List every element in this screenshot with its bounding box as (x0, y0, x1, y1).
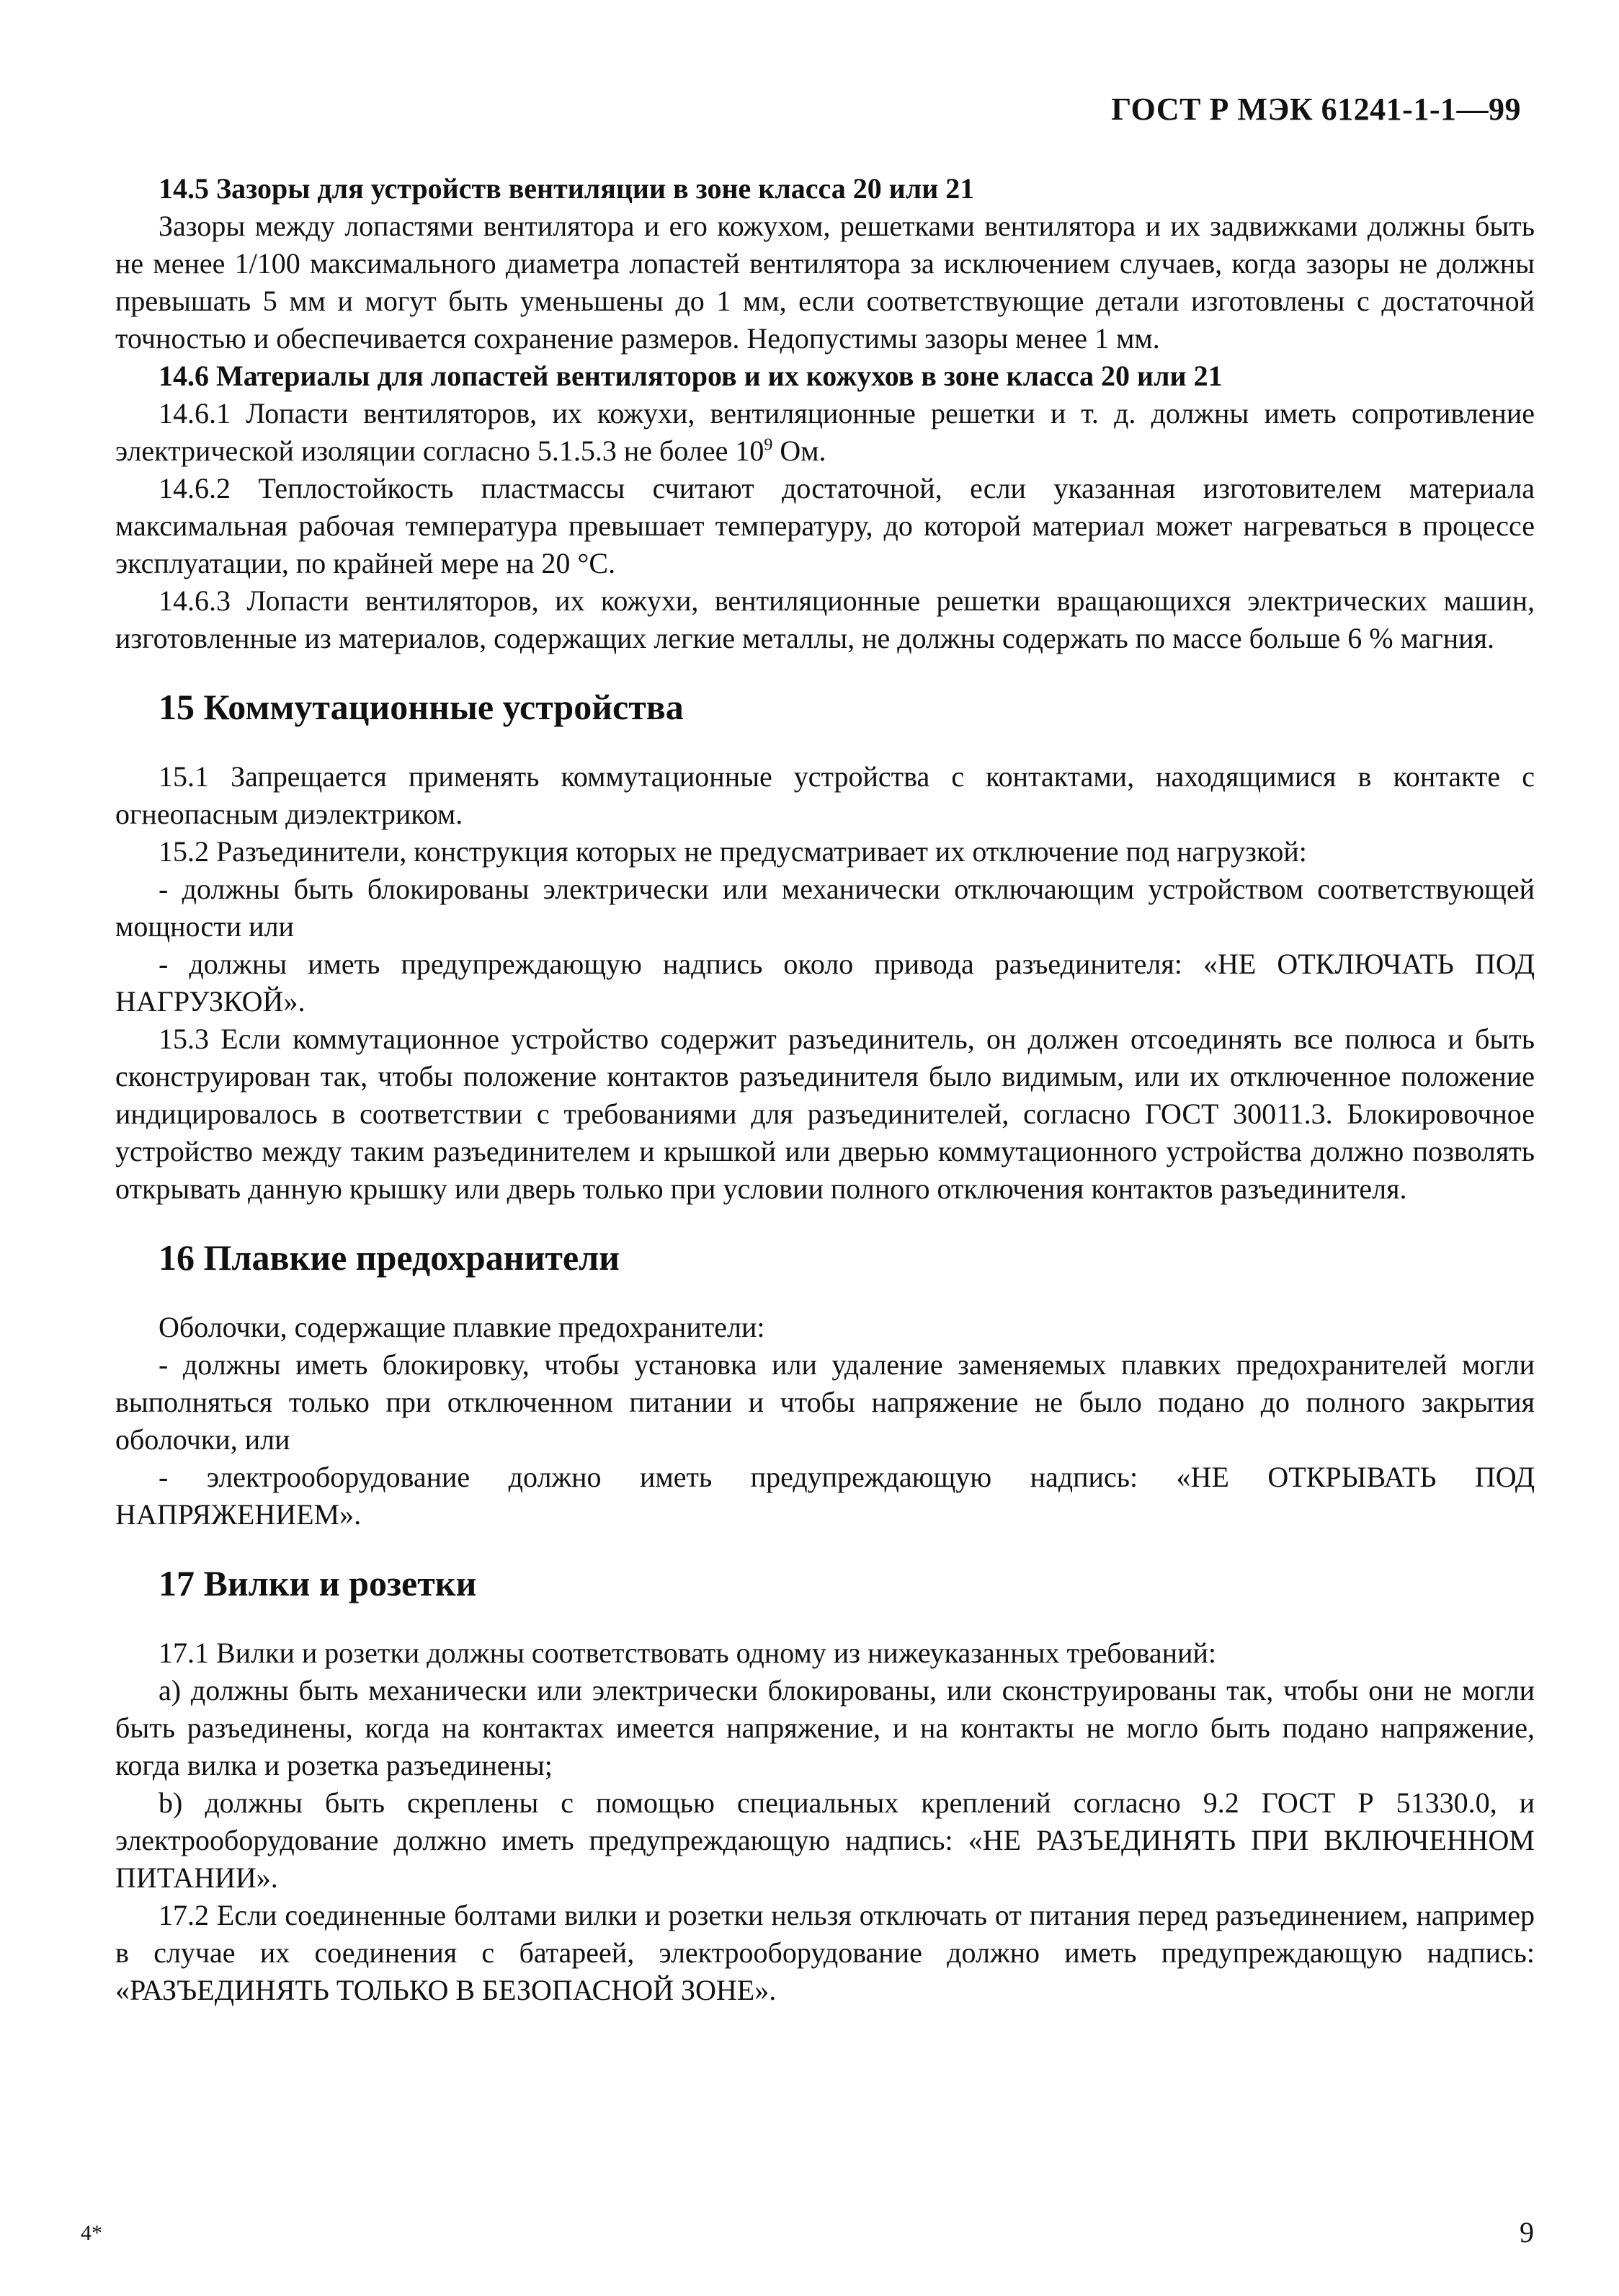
section-16-item-2: - электрооборудование должно иметь предупреждающую надпись: «НЕ ОТКРЫВАТЬ ПОД НАПРЯЖЕНИЕМ». (115, 1461, 1535, 1531)
clause-14-6-1-text: 14.6.1 Лопасти вентиляторов, их кожухи, вентиляционные решетки и т. д. должны иметь сопротивление электрической изоляции согласно 5.1.5.3 не более 10 (115, 397, 1535, 467)
clause-15-2-item-1: - должны быть блокированы электрически или механически отключающим устройством соответствующей мощности или (115, 873, 1535, 943)
clause-17-1-item-a: а) должны быть механически или электрически блокированы, или сконструированы так, чтобы они не могли быть разъединены, когда на контактах имеется напряжение, и на контакты не могло быть подано напряжение, когда вилка и розетка разъединены; (115, 1674, 1535, 1781)
clause-14-6-2: 14.6.2 Теплостойкость пластмассы считают достаточной, если указанная изготовителем материала максимальная рабочая температура превышает температуру, до которой материал может нагреваться в процессе эксплуатации, по крайней мере на 20 °С. (115, 472, 1535, 579)
document-standard-id: ГОСТ Р МЭК 61241-1-1—99 (1111, 92, 1521, 127)
section-14-6-heading: 14.6 Материалы для лопастей вентиляторов и их кожухов в зоне класса 20 или 21 (159, 360, 1223, 392)
section-15-title: 15 Коммутационные устройства (159, 687, 684, 727)
clause-15-3: 15.3 Если коммутационное устройство содержит разъединитель, он должен отсоединять все полюса и быть сконструирован так, чтобы положение контактов разъединителя было видимым, или их отключенное положение индицировалось в соответствии с требованиями для разъединителей, согласно ГОСТ 30011.3. Блокировочное устройство между таким разъединителем и крышкой или дверью коммутационного устройства должно позволять открывать данную крышку или дверь только при условии полного отключения контактов разъединителя. (115, 1023, 1535, 1205)
sheet-mark: 4* (81, 2221, 102, 2245)
clause-17-2: 17.2 Если соединенные болтами вилки и розетки нельзя отключать от питания перед разъединением, например в случае их соединения с батареей, электрооборудование должно иметь предупреждающую надпись: «РАЗЪЕДИНЯТЬ ТОЛЬКО В БЕЗОПАСНОЙ ЗОНЕ». (115, 1899, 1535, 2006)
section-14-5-paragraph: Зазоры между лопастями вентилятора и его кожухом, решетками вентилятора и их задвижками должны быть не менее 1/100 максимального диаметра лопастей вентилятора за исключением случаев, когда зазоры не должны превышать 5 мм и могут быть уменьшены до 1 мм, если соответствующие детали изготовлены с достаточной точностью и обеспечивается сохранение размеров. Недопустимы зазоры менее 1 мм. (115, 210, 1535, 355)
section-17-title: 17 Вилки и розетки (159, 1563, 477, 1603)
clause-17-1: 17.1 Вилки и розетки должны соответствовать одному из нижеуказанных требований: (159, 1637, 1216, 1669)
section-16-item-1: - должны иметь блокировку, чтобы установка или удаление заменяемых плавких предохранителей могли выполняться только при отключенном питании и чтобы напряжение не было подано до полного закрытия оболочки, или (115, 1348, 1535, 1456)
clause-14-6-1-unit: Ом. (772, 435, 826, 467)
clause-15-1: 15.1 Запрещается применять коммутационные устройства с контактами, находящимися в контакте с огнеопасным диэлектриком. (115, 760, 1535, 830)
section-16-intro: Оболочки, содержащие плавкие предохранители: (159, 1311, 765, 1343)
clause-17-1-item-b: b) должны быть скреплены с помощью специальных креплений согласно 9.2 ГОСТ Р 51330.0, и электрооборудование должно иметь предупреждающую надпись: «НЕ РАЗЪЕДИНЯТЬ ПРИ ВКЛЮЧЕННОМ ПИТАНИИ». (115, 1786, 1535, 1894)
clause-14-6-1-exponent: 9 (764, 435, 773, 455)
section-14-5-heading: 14.5 Зазоры для устройств вентиляции в зоне класса 20 или 21 (159, 172, 975, 205)
clause-14-6-3: 14.6.3 Лопасти вентиляторов, их кожухи, вентиляционные решетки вращающихся электрических машин, изготовленные из материалов, содержащих легкие металлы, не должны содержать по массе больше 6 % магния. (115, 584, 1535, 654)
page-number: 9 (1520, 2216, 1534, 2248)
clause-15-2-item-2: - должны иметь предупреждающую надпись около привода разъединителя: «НЕ ОТКЛЮЧАТЬ ПОД НАГРУЗКОЙ». (115, 948, 1535, 1018)
document-body (115, 170, 1535, 2009)
section-16-title: 16 Плавкие предохранители (159, 1237, 620, 1278)
clause-15-2: 15.2 Разъединители, конструкция которых не предусматривает их отключение под нагрузкой: (159, 835, 1307, 868)
clause-14-6-1 (115, 395, 1535, 470)
